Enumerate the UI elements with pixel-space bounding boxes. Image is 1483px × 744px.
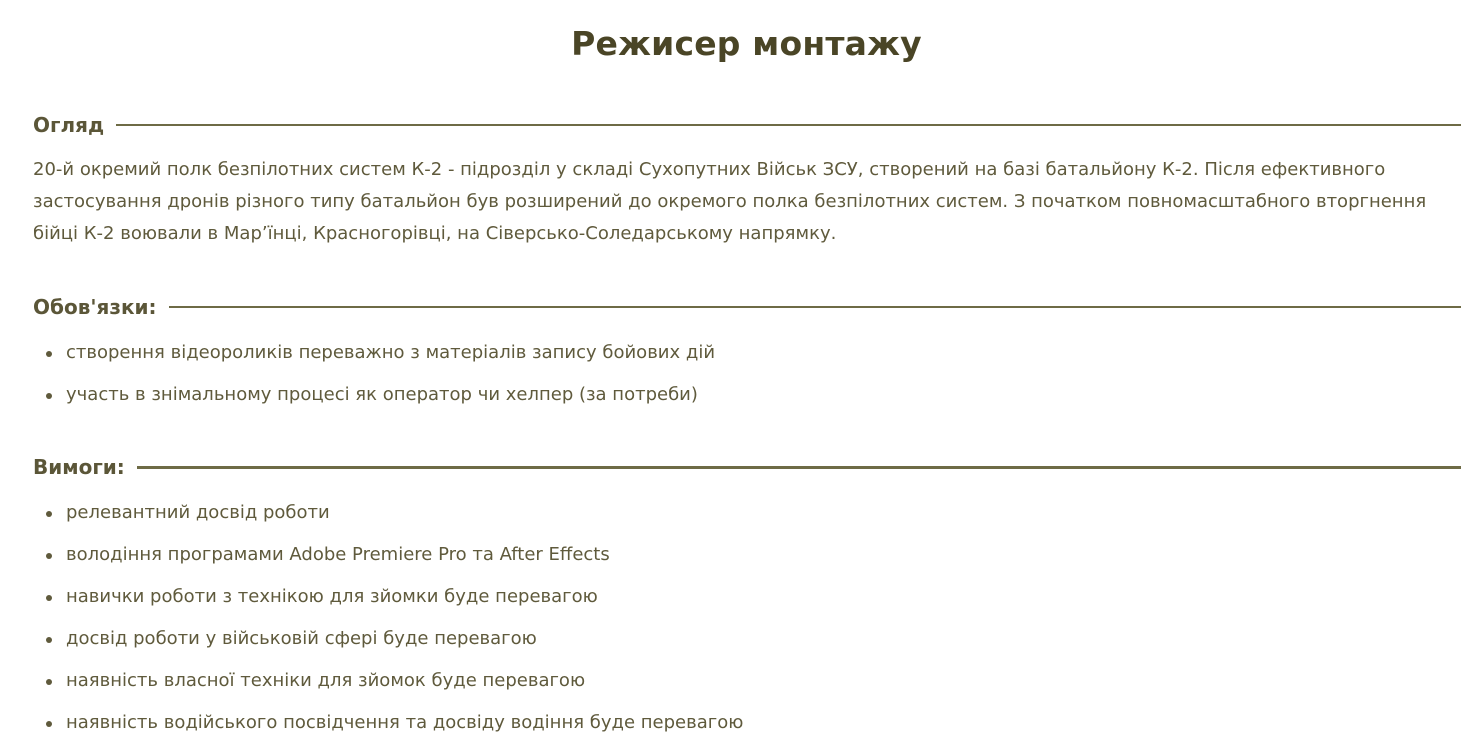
duties-section-header [33, 293, 1461, 321]
overview-section-header [33, 111, 1461, 139]
duties-list [33, 332, 715, 416]
requirements-list [33, 492, 743, 744]
list-item: наявність власної техніки для зйомок буде перевагою [66, 660, 743, 702]
list-item: створення відеороликів переважно з матеріалів запису бойових дій [66, 332, 715, 374]
page-title: Режисер монтажу [571, 24, 922, 64]
list-item: володіння програмами Adobe Premiere Pro та After Effects [66, 534, 743, 576]
overview-heading: Огляд [33, 113, 105, 137]
overview-divider [116, 124, 1461, 126]
requirements-heading: Вимоги: [33, 455, 125, 479]
duties-divider [169, 306, 1461, 308]
list-item: релевантний досвід роботи [66, 492, 743, 534]
overview-text: 20-й окремий полк безпілотних систем К-2 - підрозділ у складі Сухопутних Військ ЗСУ, створений на базі батальйону К-2. Після ефективного застосування дронів різного типу батальйон був розширений до окремого полка безпілотних систем. З початком повномасштабного вторгнення бійці К-2 воювали в Мар’їнці, Красногорівці, на Сіверсько-Соледарському напрямку. [33, 159, 1427, 244]
list-item: навички роботи з технікою для зйомки буде перевагою [66, 576, 743, 618]
list-item: наявність водійського посвідчення та досвіду водіння буде перевагою [66, 702, 743, 744]
duties-heading: Обов'язки: [33, 295, 157, 319]
list-item: участь в знімальному процесі як оператор чи хелпер (за потреби) [66, 374, 715, 416]
requirements-divider [137, 466, 1461, 469]
list-item: досвід роботи у військовій сфері буде перевагою [66, 618, 743, 660]
requirements-section-header [33, 453, 1461, 481]
